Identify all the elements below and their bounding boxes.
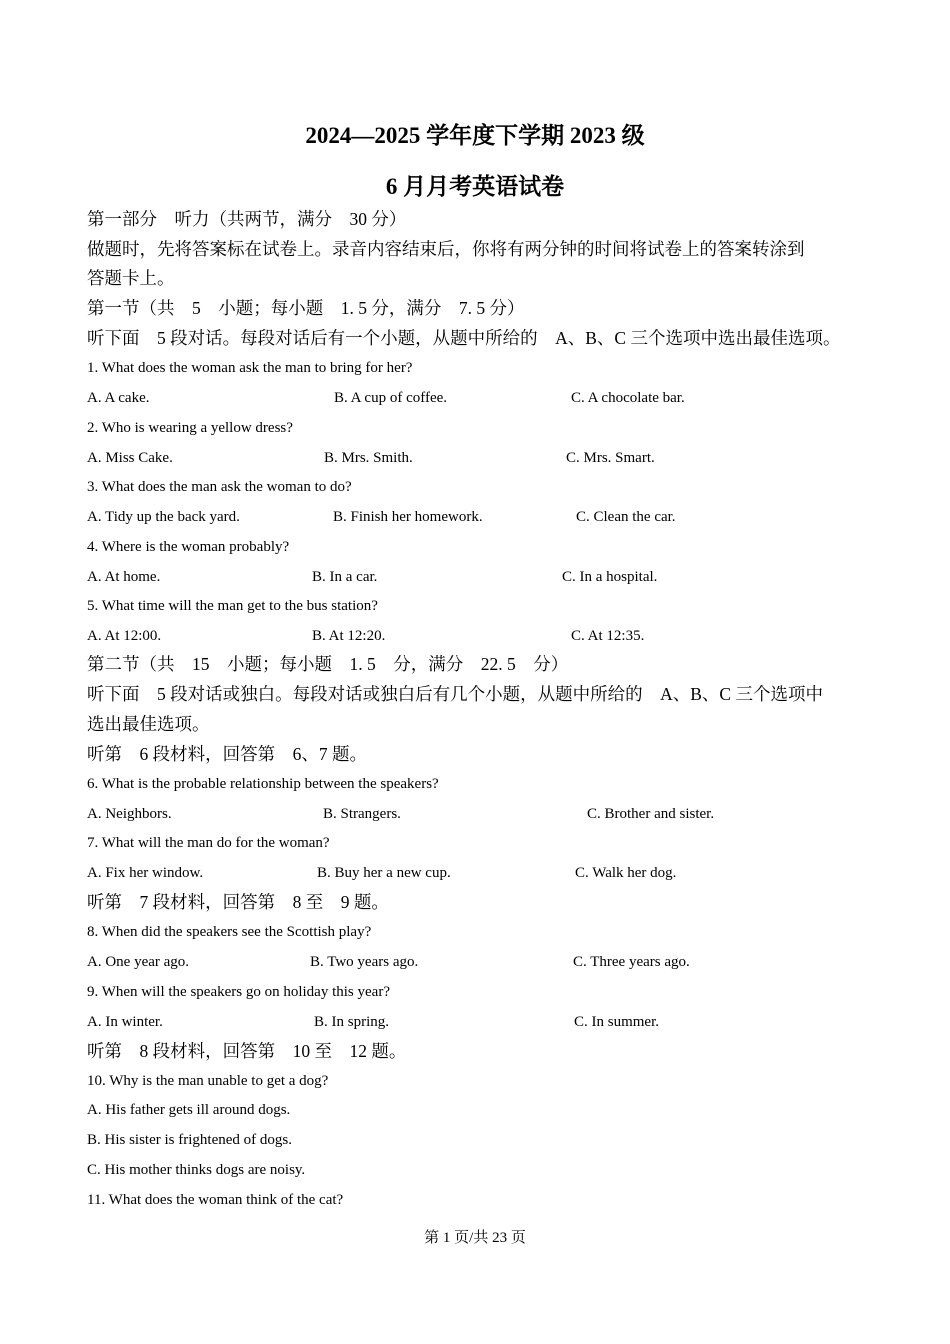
option-a: A. Neighbors.: [87, 806, 172, 822]
question-stem: 8. When did the speakers see the Scottish play?: [87, 924, 372, 940]
question-stem: 9. When will the speakers go on holiday this year?: [87, 984, 390, 1000]
option-c: C. Brother and sister.: [587, 806, 715, 822]
option-a: A. In winter.: [87, 1014, 163, 1030]
exam-title: 2024—2025 学年度下学期 2023 级: [305, 123, 645, 148]
part1-instruction-line1: 做题时，先将答案标在试卷上。录音内容结束后，你将有两分钟的时间将试卷上的答案转涂到: [87, 239, 805, 259]
question-stem: 4. Where is the woman probably?: [87, 539, 290, 555]
question-stem: 1. What does the woman ask the man to bring for her?: [87, 360, 413, 376]
option-c: C. In a hospital.: [562, 569, 658, 585]
material-header-6: 听第 6 段材料，回答第 6、7 题。: [87, 744, 367, 764]
option-b: B. Strangers.: [323, 806, 401, 822]
option-c: C. Walk her dog.: [575, 865, 677, 881]
option-c: C. His mother thinks dogs are noisy.: [87, 1162, 306, 1178]
part1-instruction-line2: 答题卡上。: [87, 268, 175, 288]
question-stem: 6. What is the probable relationship between the speakers?: [87, 776, 439, 792]
option-a: A. At home.: [87, 569, 161, 585]
material-header-7: 听第 7 段材料，回答第 8 至 9 题。: [87, 892, 389, 912]
section1-instruction: 听下面 5 段对话。每段对话后有一个小题，从题中所给的 A、B、C 三个选项中选出最佳选项。: [87, 328, 841, 348]
section1-heading: 第一节（共 5 小题；每小题 1. 5 分，满分 7. 5 分）: [87, 298, 525, 318]
option-b: B. In spring.: [314, 1014, 389, 1030]
option-a: A. At 12:00.: [87, 628, 162, 644]
option-b: B. Two years ago.: [310, 954, 419, 970]
option-a: A. Miss Cake.: [87, 450, 173, 466]
option-a: A. Fix her window.: [87, 865, 204, 881]
option-a: A. His father gets ill around dogs.: [87, 1102, 291, 1118]
option-c: C. In summer.: [574, 1014, 659, 1030]
section2-instruction-line2: 选出最佳选项。: [87, 714, 210, 734]
option-b: B. A cup of coffee.: [334, 390, 448, 406]
section2-heading: 第二节（共 15 小题；每小题 1. 5 分，满分 22. 5 分）: [87, 654, 569, 674]
page-footer: 第 1 页/共 23 页: [424, 1230, 526, 1246]
option-b: B. Mrs. Smith.: [324, 450, 413, 466]
exam-subtitle: 6 月月考英语试卷: [385, 174, 565, 199]
option-a: A. One year ago.: [87, 954, 190, 970]
question-stem: 5. What time will the man get to the bus station?: [87, 598, 378, 614]
question-stem: 3. What does the man ask the woman to do?: [87, 479, 352, 495]
question-stem: 11. What does the woman think of the cat?: [87, 1192, 344, 1208]
part1-heading: 第一部分 听力（共两节，满分 30 分）: [87, 209, 407, 229]
option-b: B. His sister is frightened of dogs.: [87, 1132, 292, 1148]
option-c: C. Three years ago.: [573, 954, 690, 970]
material-header-8: 听第 8 段材料，回答第 10 至 12 题。: [87, 1041, 407, 1061]
question-stem: 2. Who is wearing a yellow dress?: [87, 420, 293, 436]
option-b: B. At 12:20.: [312, 628, 386, 644]
option-b: B. Finish her homework.: [333, 509, 483, 525]
section2-instruction-line1: 听下面 5 段对话或独白。每段对话或独白后有几个小题，从题中所给的 A、B、C 三个选项中: [87, 684, 823, 704]
option-c: C. At 12:35.: [571, 628, 645, 644]
option-a: A. Tidy up the back yard.: [87, 509, 240, 525]
option-c: C. Clean the car.: [576, 509, 676, 525]
question-stem: 7. What will the man do for the woman?: [87, 835, 330, 851]
option-c: C. A chocolate bar.: [571, 390, 685, 406]
option-a: A. A cake.: [87, 390, 150, 406]
option-c: C. Mrs. Smart.: [566, 450, 655, 466]
question-stem: 10. Why is the man unable to get a dog?: [87, 1073, 329, 1089]
option-b: B. Buy her a new cup.: [317, 865, 451, 881]
option-b: B. In a car.: [312, 569, 378, 585]
